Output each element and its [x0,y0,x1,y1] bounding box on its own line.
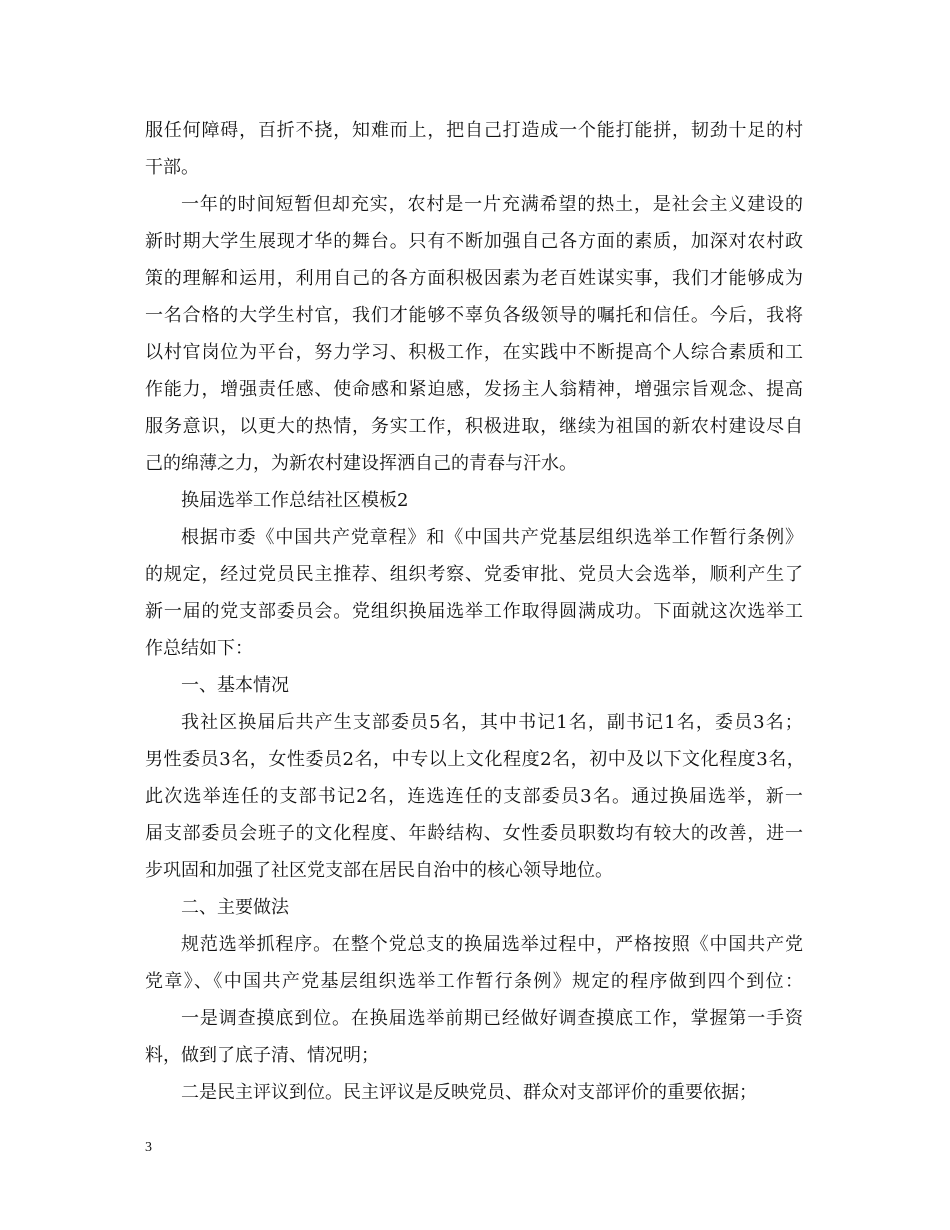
text-line: 己的绵薄之力，为新农村建设挥洒自己的青春与汗水。 [145,453,577,474]
section-heading: 一、基本情况 [181,675,289,696]
text-line: 服任何障碍，百折不挠，知难而上，把自己打造成一个能打能拼，韧劲十足的村 [145,120,804,141]
text-line: 男性委员3名，女性委员2名，中专以上文化程度2名，初中及以下文化程度3名， [145,749,806,770]
page-number: 3 [145,1140,152,1155]
text-line: 策的理解和运用，利用自己的各方面积极因素为老百姓谋实事，我们才能够成为 [145,268,804,289]
text-line: 党章》、《中国共产党基层组织选举工作暂行条例》规定的程序做到四个到位： [145,971,805,992]
text-line: 根据市委《中国共产党章程》和《中国共产党基层组织选举工作暂行条例》 [181,527,804,548]
section-heading: 二、主要做法 [181,897,289,918]
text-line: 规范选举抓程序。在整个党总支的换届选举过程中，严格按照《中国共产党 [181,934,804,955]
text-line: 服务意识，以更大的热情，务实工作，积极进取，继续为祖国的新农村建设尽自 [145,416,804,437]
text-line: 步巩固和加强了社区党支部在居民自治中的核心领导地位。 [145,860,613,881]
text-line: 以村官岗位为平台，努力学习、积极工作，在实践中不断提高个人综合素质和工 [145,342,804,363]
text-line: 我社区换届后共产生支部委员5名，其中书记1名，副书记1名，委员3名； [181,712,804,733]
text-line: 新时期大学生展现才华的舞台。只有不断加强自己各方面的素质，加深对农村政 [145,231,804,252]
text-line: 一名合格的大学生村官，我们才能够不辜负各级领导的嘱托和信任。今后，我将 [145,305,804,326]
text-line: 干部。 [145,157,199,178]
section-heading: 换届选举工作总结社区模板2 [181,490,409,511]
text-line: 一年的时间短暂但却充实，农村是一片充满希望的热土，是社会主义建设的 [181,194,804,215]
text-line: 料，做到了底子清、情况明； [145,1045,379,1066]
text-line: 此次选举连任的支部书记2名，连选连任的支部委员3名。通过换届选举，新一 [145,786,805,807]
text-line: 届支部委员会班子的文化程度、年龄结构、女性委员职数均有较大的改善，进一 [145,823,804,844]
text-line: 一是调查摸底到位。在换届选举前期已经做好调查摸底工作，掌握第一手资 [181,1008,804,1029]
text-line: 新一届的党支部委员会。党组织换届选举工作取得圆满成功。下面就这次选举工 [145,601,804,622]
text-line: 作总结如下： [145,638,253,659]
text-line: 的规定，经过党员民主推荐、组织考察、党委审批、党员大会选举，顺利产生了 [145,564,804,585]
text-line: 作能力，增强责任感、使命感和紧迫感，发扬主人翁精神，增强宗旨观念、提高 [145,379,804,400]
text-line: 二是民主评议到位。民主评议是反映党员、群众对支部评价的重要依据； [181,1082,757,1103]
